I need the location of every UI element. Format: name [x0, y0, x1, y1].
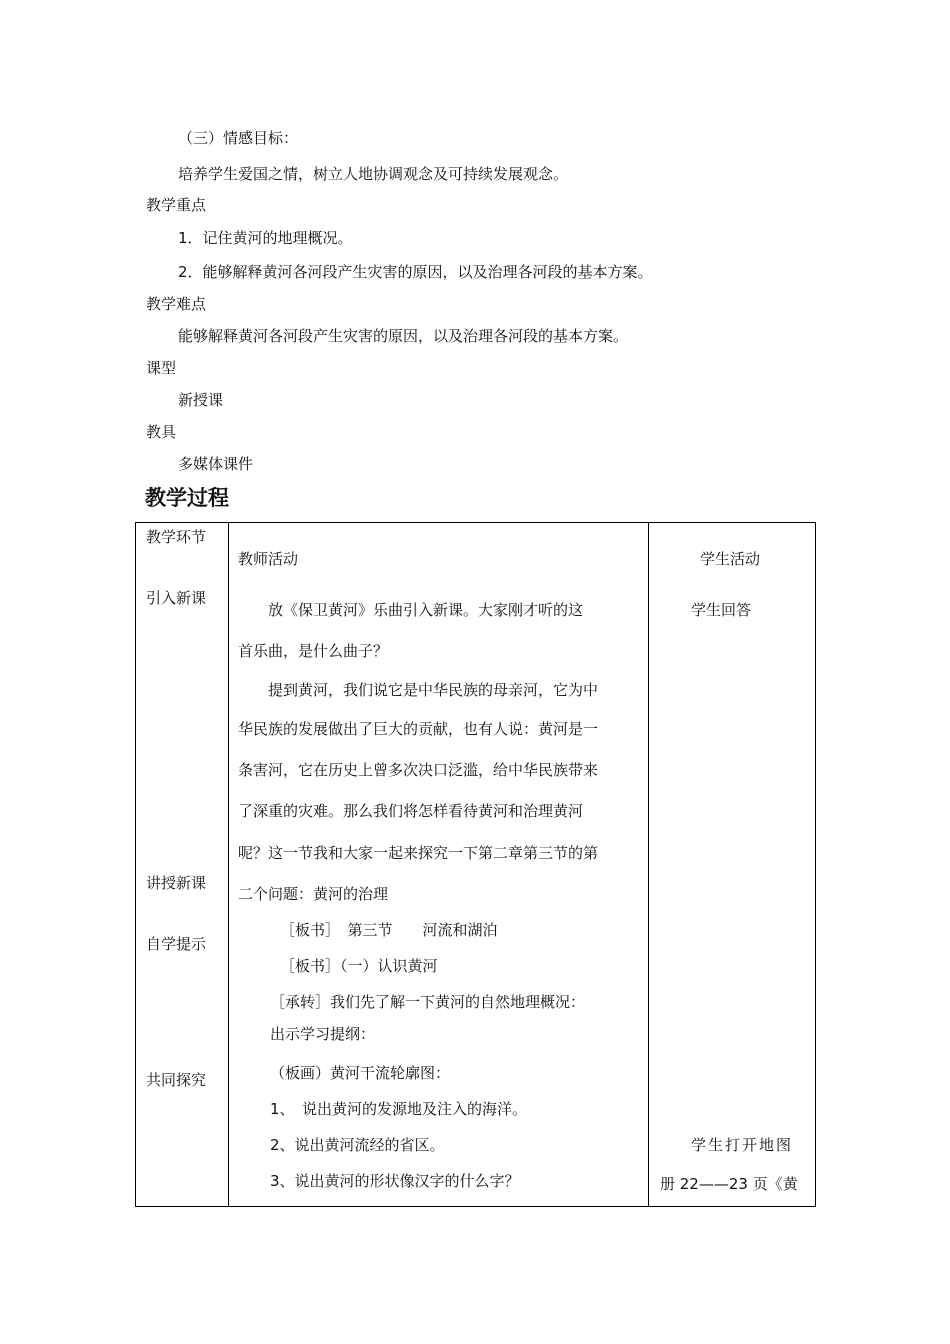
teacher-line: 华民族的发展做出了巨大的贡献，也有人说：黄河是一	[238, 720, 599, 738]
emotion-goal-heading: （三）情感目标：	[178, 129, 299, 147]
emotion-goal-text: 培养学生爱国之情，树立人地协调观念及可持续发展观念。	[178, 165, 569, 183]
stage-label: 引入新课	[146, 589, 207, 607]
key-point-1: 1．记住黄河的地理概况。	[178, 229, 353, 247]
table-divider	[228, 523, 229, 1206]
stage-label: 讲授新课	[146, 874, 207, 892]
lesson-type-value: 新授课	[178, 391, 224, 409]
teacher-line: 首乐曲，是什么曲子？	[238, 642, 389, 660]
teacher-line: ［板书］ 第三节 河流和湖泊	[280, 921, 498, 939]
teacher-line: 出示学习提纲：	[270, 1025, 376, 1043]
teacher-line: 条害河，它在历史上曾多次决口泛滥，给中华民族带来	[238, 761, 599, 779]
tools-heading: 教具	[146, 423, 177, 441]
lesson-type-heading: 课型	[146, 359, 177, 377]
teacher-line: 提到黄河，我们说它是中华民族的母亲河，它为中	[268, 681, 599, 699]
col-teacher-header: 教师活动	[238, 550, 299, 568]
teacher-line: 2、说出黄河流经的省区。	[270, 1136, 445, 1154]
student-line: 册 22——23 页《黄	[660, 1175, 798, 1193]
difficulty-heading: 教学难点	[146, 295, 207, 313]
col-stage-header: 教学环节	[146, 528, 207, 546]
tools-value: 多媒体课件	[178, 455, 254, 473]
table-divider	[648, 523, 649, 1206]
teacher-line: ［板书］（一）认识黄河	[280, 957, 438, 975]
teacher-line: ［承转］我们先了解一下黄河的自然地理概况：	[270, 993, 586, 1011]
teacher-line: 呢？这一节我和大家一起来探究一下第二章第三节的第	[238, 844, 599, 862]
process-title: 教学过程	[145, 486, 229, 510]
teacher-line: 1、 说出黄河的发源地及注入的海洋。	[270, 1100, 528, 1118]
teacher-line: 放《保卫黄河》乐曲引入新课。大家刚才听的这	[268, 601, 584, 619]
key-point-2: 2．能够解释黄河各河段产生灾害的原因，以及治理各河段的基本方案。	[178, 263, 653, 281]
difficulty-text: 能够解释黄河各河段产生灾害的原因，以及治理各河段的基本方案。	[178, 327, 629, 345]
stage-label: 共同探究	[146, 1071, 207, 1089]
teacher-line: （板画）黄河干流轮廓图：	[270, 1064, 451, 1082]
student-line: 学生回答	[691, 601, 752, 619]
teacher-line: 了深重的灾难。那么我们将怎样看待黄河和治理黄河	[238, 802, 584, 820]
stage-label: 自学提示	[146, 935, 207, 953]
student-line: 学生打开地图	[691, 1136, 794, 1154]
col-student-header: 学生活动	[700, 550, 761, 568]
key-points-heading: 教学重点	[146, 196, 207, 214]
teacher-line: 二个问题：黄河的治理	[238, 885, 389, 903]
teacher-line: 3、说出黄河的形状像汉字的什么字？	[270, 1172, 520, 1190]
